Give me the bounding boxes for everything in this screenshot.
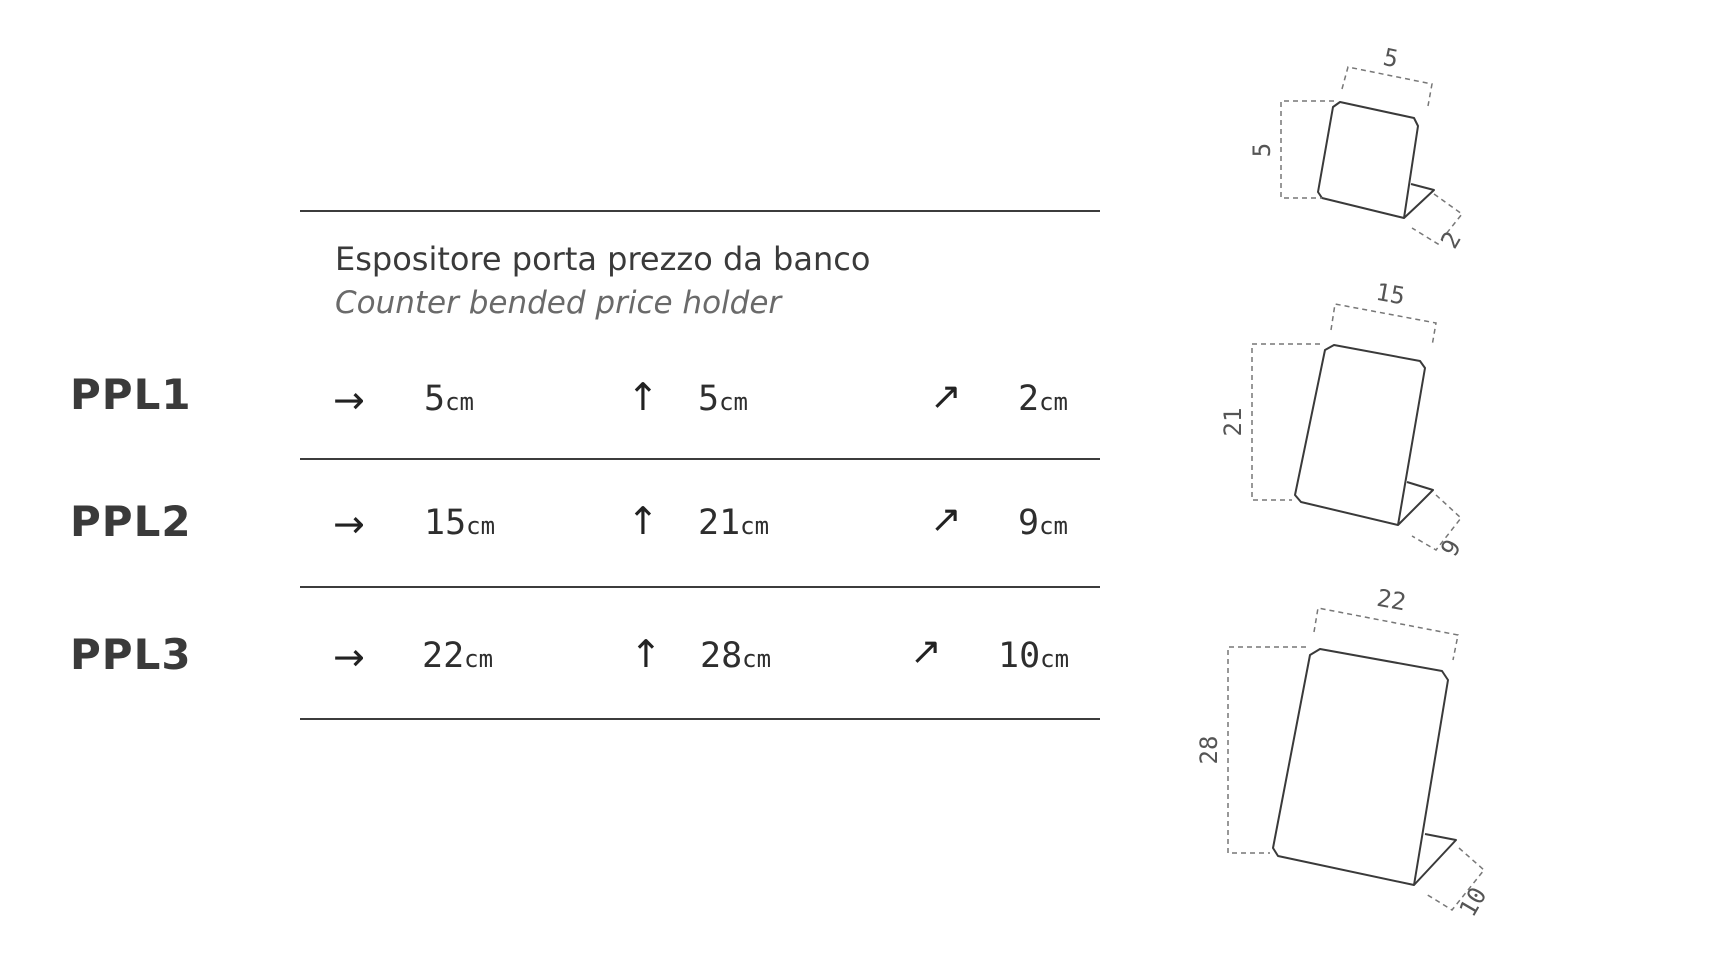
arrow-up-icon: ↑: [627, 499, 659, 543]
height-dimension-label: 5: [1248, 142, 1276, 158]
height-dimension-label: 21: [1219, 407, 1247, 437]
height-value: 21cm: [698, 503, 770, 543]
width-value: 15cm: [424, 503, 496, 543]
arrow-right-icon: →: [333, 378, 365, 422]
width-dimension-label: 22: [1374, 583, 1409, 617]
depth-value: 10cm: [998, 636, 1070, 676]
width-dimension-line: [1331, 304, 1436, 346]
width-dimension-label: 5: [1380, 42, 1401, 74]
arrow-right-icon: →: [333, 502, 365, 546]
product-code: PPL3: [70, 630, 192, 679]
arrow-diagonal-icon: ↗: [930, 497, 962, 541]
depth-dimension-label: 9: [1435, 534, 1467, 562]
width-dimension-line: [1342, 67, 1432, 106]
height-value: 28cm: [700, 636, 772, 676]
depth-value: 2cm: [1018, 379, 1068, 419]
arrow-diagonal-icon: ↗: [930, 374, 962, 418]
height-dimension-line: [1228, 647, 1306, 853]
depth-dimension-label: 10: [1453, 882, 1493, 922]
product-title: Espositore porta prezzo da banco: [335, 240, 871, 278]
holder-panel: [1295, 345, 1425, 525]
holder-base: [1398, 482, 1433, 525]
arrow-right-icon: →: [333, 635, 365, 679]
holder-panel: [1273, 649, 1448, 885]
depth-dimension-label: 2: [1435, 226, 1467, 254]
product-code: PPL1: [70, 370, 192, 419]
width-value: 5cm: [424, 379, 474, 419]
product-subtitle: Counter bended price holder: [335, 285, 782, 321]
width-value: 22cm: [422, 636, 494, 676]
holder-panel: [1318, 102, 1418, 218]
width-dimension-label: 15: [1373, 277, 1408, 311]
height-value: 5cm: [698, 379, 748, 419]
price-holder-drawing-large: [1195, 584, 1492, 922]
arrow-up-icon: ↑: [627, 375, 659, 419]
price-holder-drawing-small: [1248, 43, 1467, 253]
depth-value: 9cm: [1018, 503, 1068, 543]
price-holder-drawing-medium: [1219, 278, 1467, 561]
arrow-diagonal-icon: ↗: [910, 629, 942, 673]
height-dimension-label: 28: [1195, 735, 1223, 765]
product-code: PPL2: [70, 497, 192, 546]
arrow-up-icon: ↑: [630, 632, 662, 676]
